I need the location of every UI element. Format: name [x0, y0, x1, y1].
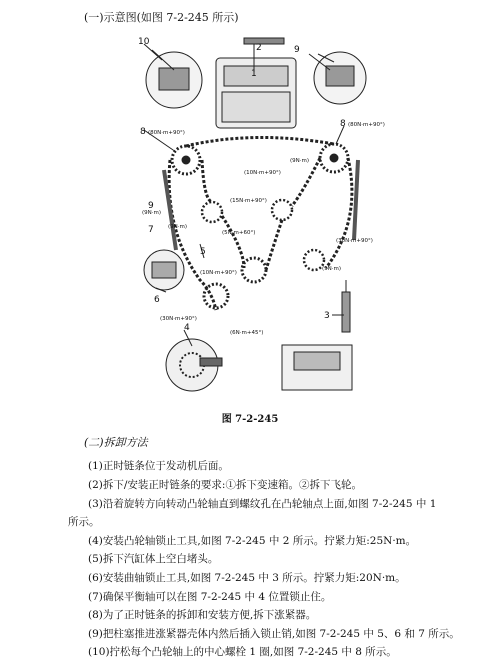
step-2: (2)拆下/安装正时链条的要求:①拆下变速箱。②拆下飞轮。 — [88, 479, 362, 491]
chain-guide-right — [354, 160, 358, 240]
torque-label: (80N·m+90°) — [148, 130, 185, 136]
section-title-diagram: (一)示意图(如图 7-2-245 所示) — [84, 11, 239, 24]
torque-label: (6N·m+45°) — [230, 330, 264, 336]
chain-upper — [186, 137, 334, 146]
step-8: (8)为了正时链条的拆卸和安装方便,拆下涨紧器。 — [88, 609, 317, 621]
callout-6: 6 — [154, 295, 160, 305]
torque-label: (80N·m+90°) — [348, 122, 385, 128]
oil-pump-sprocket — [304, 250, 324, 270]
torque-label: (30N·m+90°) — [160, 316, 197, 322]
tensioner-inset — [144, 250, 184, 290]
callout-4: 4 — [184, 323, 190, 333]
torque-label: (9N·m) — [290, 158, 310, 164]
step-7: (7)确保平衡轴可以在图 7-2-245 中 4 位置锁止住。 — [88, 591, 332, 603]
callout-8-right: 8 — [340, 119, 346, 129]
balance-shaft-inset — [166, 339, 222, 391]
step-10: (10)拧松每个凸轮轴上的中心螺栓 1 圈,如图 7-2-245 中 8 所示。 — [88, 646, 397, 658]
section-title-removal: (二)拆卸方法 — [84, 436, 148, 449]
figure-caption: 图 7-2-245 — [221, 414, 279, 425]
callout-1: 1 — [251, 69, 257, 79]
step-3: (3)沿着旋转方向转动凸轮轴直到螺纹孔在凸轮轴点上面,如图 7-2-245 中 1 — [88, 498, 437, 510]
intermediate-sprocket-left — [202, 202, 222, 222]
torque-label: (10N·m+90°) — [244, 170, 281, 176]
torque-label: (30N·m+90°) — [336, 238, 373, 244]
step-1: (1)正时链条位于发动机后面。 — [88, 460, 229, 472]
step-5: (5)拆下汽缸体上空白堵头。 — [88, 553, 219, 565]
callout-5: 5 — [200, 247, 206, 257]
torque-label: (9N·m) — [322, 266, 342, 272]
tool-inset-right — [309, 52, 366, 104]
callout-2: 2 — [256, 43, 262, 53]
crank-lock-inset — [282, 280, 352, 390]
step-6: (6)安装曲轴锁止工具,如图 7-2-245 中 3 所示。拧紧力矩:20N·m。 — [88, 572, 406, 584]
crank-sprocket — [242, 258, 266, 282]
torque-label: (10N·m+90°) — [200, 270, 237, 276]
callout-9-left: 9 — [148, 201, 154, 211]
timing-chain-diagram — [104, 30, 404, 400]
callout-10: 10 — [138, 37, 150, 47]
torque-label: (9N·m) — [168, 224, 188, 230]
callout-8-left: 8 — [140, 127, 146, 137]
torque-label: (15N·m+90°) — [230, 198, 267, 204]
callout-3: 3 — [324, 311, 330, 321]
step-3-continuation: 所示。 — [68, 516, 100, 528]
torque-label: (9N·m) — [142, 210, 162, 216]
torque-label: (5N·m+60°) — [222, 230, 256, 236]
step-4: (4)安装凸轮轴锁止工具,如图 7-2-245 中 2 所示。拧紧力矩:25N·m。 — [88, 535, 417, 547]
step-9: (9)把柱塞推进涨紧器壳体内然后插入锁止销,如图 7-2-245 中 5、6 和 7 所示。 — [88, 628, 460, 640]
callout-7: 7 — [148, 225, 154, 235]
tool-inset-left — [146, 50, 202, 108]
callout-9-top: 9 — [294, 45, 300, 55]
intermediate-sprocket-right — [272, 200, 292, 220]
